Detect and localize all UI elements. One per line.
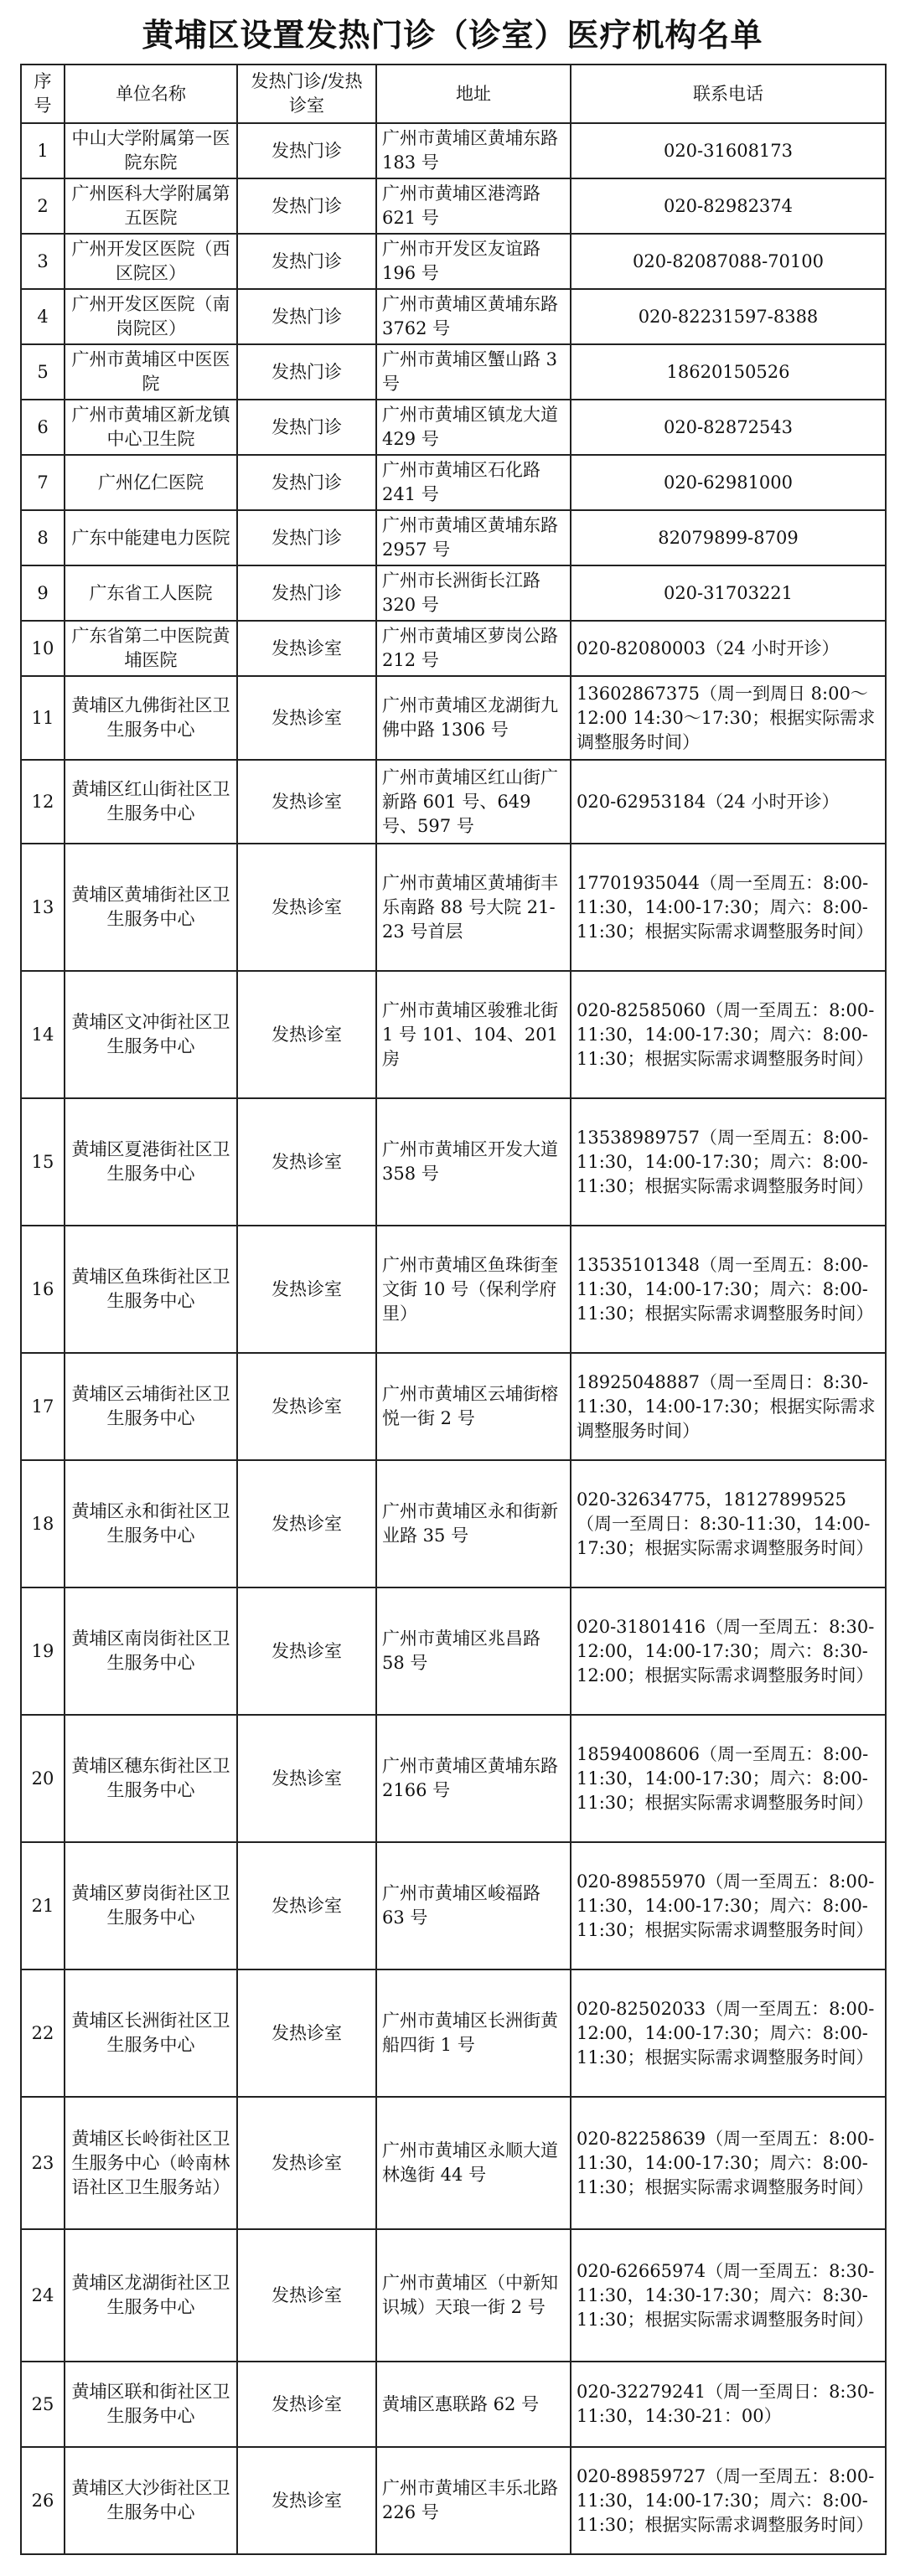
row-clinic-type: 发热诊室 bbox=[237, 2229, 376, 2362]
row-unit-name: 黄埔区红山街社区卫生服务中心 bbox=[65, 760, 237, 844]
row-address: 广州市黄埔区黄埔东路 3762 号 bbox=[376, 289, 571, 344]
table-row bbox=[21, 844, 886, 971]
row-number: 1 bbox=[21, 123, 65, 178]
row-clinic-type: 发热诊室 bbox=[237, 1098, 376, 1226]
row-phone: 17701935044（周一至周五：8:00-11:30，14:00-17:30；周六：8:00-11:30；根据实际需求调整服务时间） bbox=[571, 844, 886, 971]
row-address: 黄埔区惠联路 62 号 bbox=[376, 2362, 571, 2447]
row-number: 11 bbox=[21, 676, 65, 760]
row-address: 广州市黄埔区兆昌路 58 号 bbox=[376, 1587, 571, 1715]
header-no: 序号 bbox=[21, 65, 65, 123]
row-unit-name: 广东省工人医院 bbox=[65, 565, 237, 621]
row-phone: 020-62981000 bbox=[571, 455, 886, 510]
row-phone: 020-62665974（周一至周五：8:30-11:30，14:30-17:30；周六：8:30-11:30；根据实际需求调整服务时间） bbox=[571, 2229, 886, 2362]
table-row bbox=[21, 1098, 886, 1226]
row-number: 21 bbox=[21, 1842, 65, 1969]
table-row bbox=[21, 400, 886, 455]
row-phone: 18620150526 bbox=[571, 344, 886, 400]
row-number: 7 bbox=[21, 455, 65, 510]
row-address: 广州市黄埔区黄埔东路 2166 号 bbox=[376, 1715, 571, 1842]
row-phone: 82079899-8709 bbox=[571, 510, 886, 565]
row-unit-name: 广东中能建电力医院 bbox=[65, 510, 237, 565]
row-number: 3 bbox=[21, 234, 65, 289]
row-unit-name: 黄埔区永和街社区卫生服务中心 bbox=[65, 1460, 237, 1587]
row-clinic-type: 发热诊室 bbox=[237, 1587, 376, 1715]
row-phone: 18594008606（周一至周五：8:00-11:30，14:00-17:30；周六：8:00-11:30；根据实际需求调整服务时间） bbox=[571, 1715, 886, 1842]
table-row bbox=[21, 565, 886, 621]
row-clinic-type: 发热诊室 bbox=[237, 1460, 376, 1587]
row-clinic-type: 发热门诊 bbox=[237, 234, 376, 289]
row-clinic-type: 发热门诊 bbox=[237, 565, 376, 621]
row-clinic-type: 发热诊室 bbox=[237, 1715, 376, 1842]
row-unit-name: 黄埔区萝岗街社区卫生服务中心 bbox=[65, 1842, 237, 1969]
row-phone: 020-82080003（24 小时开诊） bbox=[571, 621, 886, 676]
row-clinic-type: 发热门诊 bbox=[237, 400, 376, 455]
row-address: 广州市黄埔区港湾路 621 号 bbox=[376, 178, 571, 234]
row-clinic-type: 发热门诊 bbox=[237, 178, 376, 234]
row-number: 25 bbox=[21, 2362, 65, 2447]
table-row bbox=[21, 455, 886, 510]
row-number: 10 bbox=[21, 621, 65, 676]
row-clinic-type: 发热诊室 bbox=[237, 2447, 376, 2554]
row-unit-name: 广州开发区医院（西区院区） bbox=[65, 234, 237, 289]
row-clinic-type: 发热门诊 bbox=[237, 123, 376, 178]
row-number: 6 bbox=[21, 400, 65, 455]
table-row bbox=[21, 676, 886, 760]
row-address: 广州市黄埔区鱼珠街奎文街 10 号（保利学府里） bbox=[376, 1226, 571, 1353]
table-row bbox=[21, 234, 886, 289]
row-address: 广州市黄埔区永顺大道林逸街 44 号 bbox=[376, 2097, 571, 2229]
table-row bbox=[21, 1715, 886, 1842]
row-address: 广州市黄埔区黄埔街丰乐南路 88 号大院 21-23 号首层 bbox=[376, 844, 571, 971]
row-clinic-type: 发热诊室 bbox=[237, 1969, 376, 2097]
row-clinic-type: 发热诊室 bbox=[237, 844, 376, 971]
row-clinic-type: 发热诊室 bbox=[237, 1842, 376, 1969]
table-row bbox=[21, 2229, 886, 2362]
row-clinic-type: 发热诊室 bbox=[237, 1226, 376, 1353]
row-address: 广州市黄埔区开发大道 358 号 bbox=[376, 1098, 571, 1226]
table-row bbox=[21, 2362, 886, 2447]
header-address: 地址 bbox=[376, 65, 571, 123]
row-clinic-type: 发热诊室 bbox=[237, 1353, 376, 1460]
row-clinic-type: 发热诊室 bbox=[237, 621, 376, 676]
row-unit-name: 广东省第二中医院黄埔医院 bbox=[65, 621, 237, 676]
header-type: 发热门诊/发热诊室 bbox=[237, 65, 376, 123]
row-phone: 020-82502033（周一至周五：8:00-12:00，14:00-17:30；周六：8:00-11:30；根据实际需求调整服务时间） bbox=[571, 1969, 886, 2097]
header-phone: 联系电话 bbox=[571, 65, 886, 123]
row-address: 广州市黄埔区石化路 241 号 bbox=[376, 455, 571, 510]
row-address: 广州市黄埔区峻福路 63 号 bbox=[376, 1842, 571, 1969]
row-unit-name: 黄埔区联和街社区卫生服务中心 bbox=[65, 2362, 237, 2447]
row-number: 18 bbox=[21, 1460, 65, 1587]
row-unit-name: 黄埔区龙湖街社区卫生服务中心 bbox=[65, 2229, 237, 2362]
row-phone: 020-82231597-8388 bbox=[571, 289, 886, 344]
table-row bbox=[21, 510, 886, 565]
row-number: 22 bbox=[21, 1969, 65, 2097]
row-phone: 18925048887（周一至周日：8:30-11:30，14:00-17:30；根据实际需求调整服务时间） bbox=[571, 1353, 886, 1460]
row-unit-name: 黄埔区黄埔街社区卫生服务中心 bbox=[65, 844, 237, 971]
row-phone: 020-82872543 bbox=[571, 400, 886, 455]
row-clinic-type: 发热诊室 bbox=[237, 2362, 376, 2447]
row-number: 17 bbox=[21, 1353, 65, 1460]
table-row bbox=[21, 1587, 886, 1715]
table-row bbox=[21, 123, 886, 178]
row-phone: 020-32279241（周一至周日：8:30-11:30，14:30-21：00） bbox=[571, 2362, 886, 2447]
table-header-row bbox=[21, 65, 886, 123]
row-clinic-type: 发热诊室 bbox=[237, 2097, 376, 2229]
header-name: 单位名称 bbox=[65, 65, 237, 123]
row-address: 广州市黄埔区红山街广新路 601 号、649 号、597 号 bbox=[376, 760, 571, 844]
row-number: 15 bbox=[21, 1098, 65, 1226]
row-address: 广州市长洲街长江路 320 号 bbox=[376, 565, 571, 621]
row-number: 23 bbox=[21, 2097, 65, 2229]
row-address: 广州市黄埔区（中新知识城）天琅一街 2 号 bbox=[376, 2229, 571, 2362]
row-clinic-type: 发热门诊 bbox=[237, 510, 376, 565]
table-row bbox=[21, 621, 886, 676]
table-row bbox=[21, 2447, 886, 2554]
row-address: 广州市黄埔区丰乐北路 226 号 bbox=[376, 2447, 571, 2554]
row-clinic-type: 发热门诊 bbox=[237, 455, 376, 510]
row-number: 20 bbox=[21, 1715, 65, 1842]
row-unit-name: 黄埔区南岗街社区卫生服务中心 bbox=[65, 1587, 237, 1715]
row-phone: 13535101348（周一至周五：8:00-11:30，14:00-17:30；周六：8:00-11:30；根据实际需求调整服务时间） bbox=[571, 1226, 886, 1353]
table-row bbox=[21, 2097, 886, 2229]
row-clinic-type: 发热诊室 bbox=[237, 971, 376, 1098]
row-unit-name: 黄埔区夏港街社区卫生服务中心 bbox=[65, 1098, 237, 1226]
row-number: 9 bbox=[21, 565, 65, 621]
row-unit-name: 黄埔区鱼珠街社区卫生服务中心 bbox=[65, 1226, 237, 1353]
row-unit-name: 黄埔区穗东街社区卫生服务中心 bbox=[65, 1715, 237, 1842]
row-phone: 020-31703221 bbox=[571, 565, 886, 621]
row-address: 广州市黄埔区萝岗公路 212 号 bbox=[376, 621, 571, 676]
row-number: 8 bbox=[21, 510, 65, 565]
row-number: 14 bbox=[21, 971, 65, 1098]
row-number: 4 bbox=[21, 289, 65, 344]
row-phone: 020-89855970（周一至周五：8:00-11:30，14:00-17:30；周六：8:00-11:30；根据实际需求调整服务时间） bbox=[571, 1842, 886, 1969]
row-unit-name: 广州亿仁医院 bbox=[65, 455, 237, 510]
row-unit-name: 黄埔区大沙街社区卫生服务中心 bbox=[65, 2447, 237, 2554]
table-row bbox=[21, 1226, 886, 1353]
row-phone: 13602867375（周一到周日 8:00～12:00 14:30～17:30；根据实际需求调整服务时间） bbox=[571, 676, 886, 760]
hospital-table bbox=[20, 64, 887, 2555]
row-number: 12 bbox=[21, 760, 65, 844]
row-number: 19 bbox=[21, 1587, 65, 1715]
row-address: 广州市黄埔区镇龙大道 429 号 bbox=[376, 400, 571, 455]
row-phone: 13538989757（周一至周五：8:00-11:30，14:00-17:30；周六：8:00-11:30；根据实际需求调整服务时间） bbox=[571, 1098, 886, 1226]
table-row bbox=[21, 1969, 886, 2097]
row-unit-name: 广州医科大学附属第五医院 bbox=[65, 178, 237, 234]
row-address: 广州市黄埔区骏雅北街 1 号 101、104、201 房 bbox=[376, 971, 571, 1098]
row-address: 广州市黄埔区云埔街榕悦一街 2 号 bbox=[376, 1353, 571, 1460]
row-address: 广州市黄埔区蟹山路 3 号 bbox=[376, 344, 571, 400]
row-unit-name: 黄埔区文冲街社区卫生服务中心 bbox=[65, 971, 237, 1098]
row-phone: 020-31801416（周一至周五：8:30-12:00，14:00-17:30；周六：8:30-12:00；根据实际需求调整服务时间） bbox=[571, 1587, 886, 1715]
row-phone: 020-89859727（周一至周五：8:00-11:30，14:00-17:30；周六：8:00-11:30；根据实际需求调整服务时间） bbox=[571, 2447, 886, 2554]
row-address: 广州市黄埔区龙湖街九佛中路 1306 号 bbox=[376, 676, 571, 760]
row-phone: 020-82258639（周一至周五：8:00-11:30，14:00-17:30；周六：8:00-11:30；根据实际需求调整服务时间） bbox=[571, 2097, 886, 2229]
row-clinic-type: 发热诊室 bbox=[237, 760, 376, 844]
row-clinic-type: 发热诊室 bbox=[237, 676, 376, 760]
row-address: 广州市黄埔区黄埔东路 183 号 bbox=[376, 123, 571, 178]
row-unit-name: 黄埔区长岭街社区卫生服务中心（岭南林语社区卫生服务站） bbox=[65, 2097, 237, 2229]
row-number: 26 bbox=[21, 2447, 65, 2554]
row-address: 广州市开发区友谊路 196 号 bbox=[376, 234, 571, 289]
table-row bbox=[21, 289, 886, 344]
row-number: 24 bbox=[21, 2229, 65, 2362]
row-address: 广州市黄埔区永和街新业路 35 号 bbox=[376, 1460, 571, 1587]
row-phone: 020-32634775，18127899525（周一至周日：8:30-11:30，14:00-17:30；根据实际需求调整服务时间） bbox=[571, 1460, 886, 1587]
row-number: 2 bbox=[21, 178, 65, 234]
row-unit-name: 黄埔区长洲街社区卫生服务中心 bbox=[65, 1969, 237, 2097]
row-unit-name: 广州市黄埔区新龙镇中心卫生院 bbox=[65, 400, 237, 455]
table-row bbox=[21, 1842, 886, 1969]
row-phone: 020-82982374 bbox=[571, 178, 886, 234]
table-row bbox=[21, 1460, 886, 1587]
row-unit-name: 广州开发区医院（南岗院区） bbox=[65, 289, 237, 344]
row-phone: 020-62953184（24 小时开诊） bbox=[571, 760, 886, 844]
row-unit-name: 黄埔区九佛街社区卫生服务中心 bbox=[65, 676, 237, 760]
table-row bbox=[21, 178, 886, 234]
row-unit-name: 黄埔区云埔街社区卫生服务中心 bbox=[65, 1353, 237, 1460]
row-address: 广州市黄埔区长洲街黄船四街 1 号 bbox=[376, 1969, 571, 2097]
row-number: 13 bbox=[21, 844, 65, 971]
row-address: 广州市黄埔区黄埔东路 2957 号 bbox=[376, 510, 571, 565]
row-clinic-type: 发热门诊 bbox=[237, 344, 376, 400]
page-title: 黄埔区设置发热门诊（诊室）医疗机构名单 bbox=[142, 16, 763, 54]
row-phone: 020-82087088-70100 bbox=[571, 234, 886, 289]
row-number: 16 bbox=[21, 1226, 65, 1353]
row-number: 5 bbox=[21, 344, 65, 400]
row-unit-name: 广州市黄埔区中医医院 bbox=[65, 344, 237, 400]
row-clinic-type: 发热门诊 bbox=[237, 289, 376, 344]
row-phone: 020-31608173 bbox=[571, 123, 886, 178]
row-phone: 020-82585060（周一至周五：8:00-11:30，14:00-17:30；周六：8:00-11:30；根据实际需求调整服务时间） bbox=[571, 971, 886, 1098]
table-row bbox=[21, 344, 886, 400]
row-unit-name: 中山大学附属第一医院东院 bbox=[65, 123, 237, 178]
table-row bbox=[21, 971, 886, 1098]
table-row bbox=[21, 1353, 886, 1460]
table-row bbox=[21, 760, 886, 844]
